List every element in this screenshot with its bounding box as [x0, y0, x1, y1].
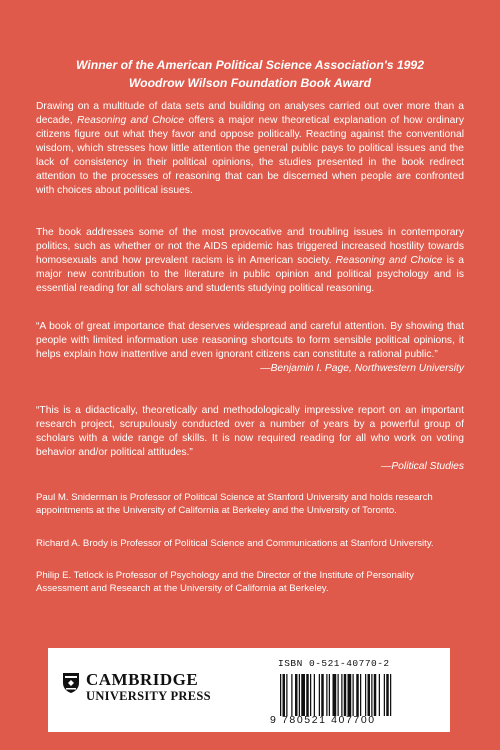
barcode-bar: [344, 674, 347, 716]
barcode: [280, 674, 440, 716]
publisher-subname: UNIVERSITY PRESS: [86, 689, 211, 703]
barcode-bar: [319, 674, 320, 716]
barcode-bar: [371, 674, 372, 716]
review-quote-1: [36, 320, 464, 376]
book-title: Reasoning and Choice: [76, 115, 185, 126]
barcode-bar: [306, 674, 309, 716]
barcode-bar: [329, 674, 330, 716]
quote-text: “A book of great importance that deserves widespread and careful attention. By showing that people with limited information use reasoning shortcuts to form sensible political opinions, it helps explain how inattentive and even ignorant citizens can constitute a rational public.”: [36, 321, 464, 360]
description-text: The book addresses some of the most provocative and troubling issues in contemporary politics, such as whether or not the AIDS epidemic has triggered increased hostility towards homosexuals and how prevalent racism is in American society.: [36, 227, 464, 266]
barcode-bar: [299, 674, 300, 716]
award-line-2: Woodrow Wilson Foundation Book Award: [128, 76, 372, 90]
barcode-bar: [286, 674, 287, 716]
author-bio-2: Richard A. Brody is Professor of Political Science and Communications at Stanford University.: [36, 538, 434, 549]
barcode-bar: [301, 674, 305, 716]
review-quote-2: [36, 404, 464, 474]
author-bio-1: Paul M. Sniderman is Professor of Political Science at Stanford University and holds research appointments at the University of California at Berkeley and the University of Toronto.: [36, 492, 433, 516]
barcode-bar: [386, 674, 389, 716]
quote-source: —Political Studies: [381, 461, 464, 472]
barcode-bar: [326, 674, 327, 716]
isbn-label: ISBN 0-521-40770-2: [278, 658, 390, 669]
barcode-bar: [379, 674, 380, 716]
description-text: Drawing on a multitude of data sets and building on analyses carried out over more than a decade,: [36, 101, 464, 126]
description-text: offers a major new theoretical explanation of how ordinary citizens figure out what they favor and oppose politically. Reacting against the conventional wisdom, which stresses how little attention the general public pays to political issues and the lack of consistency in their political opinions, the studies presented in the book redirect attention to the processes of reasoning that can be discerned when people are confronted with choices about political issues.: [36, 115, 464, 196]
barcode-bar: [333, 674, 337, 716]
description-paragraph-1: [36, 100, 464, 198]
barcode-bar: [295, 674, 298, 716]
barcode-bar: [360, 674, 361, 716]
barcode-bar: [384, 674, 385, 716]
description-text: is a major new contribution to the literature in public opinion and political psychology and is essential reading for all scholars and students studying political reasoning.: [36, 255, 465, 294]
book-title: Reasoning and Choice: [335, 255, 443, 266]
cambridge-shield-icon: [62, 672, 80, 694]
barcode-bar: [374, 674, 377, 716]
award-heading: [36, 56, 464, 92]
author-bio-3: Philip E. Tetlock is Professor of Psychology and the Director of the Institute of Personality Assessment and Research at the University of California at Berkeley.: [36, 570, 414, 594]
barcode-digits: 9 780521 407700: [270, 714, 376, 726]
publisher-name: CAMBRIDGE: [86, 670, 199, 689]
barcode-bar: [283, 674, 286, 716]
barcode-bar: [314, 674, 315, 716]
barcode-bar: [353, 674, 354, 716]
award-line-1: Winner of the American Political Science Association's 1992: [76, 58, 424, 72]
barcode-bar: [280, 674, 281, 716]
barcode-bar: [368, 674, 371, 716]
quote-text: “This is a didactically, theoretically and methodologically impressive report on an important research project, scrupulously conducted over a number of years by a powerful group of scholars with a wide range of skills. It is now required reading for all who work on voting behavior and/or political attitudes.”: [36, 405, 464, 458]
barcode-bar: [338, 674, 339, 716]
barcode-bar: [291, 674, 292, 716]
barcode-bar: [310, 674, 311, 716]
barcode-bar: [321, 674, 324, 716]
barcode-bar: [365, 674, 366, 716]
publisher-barcode-panel: [48, 648, 450, 732]
barcode-bar: [356, 674, 359, 716]
quote-source: —Benjamin I. Page, Northwestern University: [260, 363, 464, 374]
barcode-bar: [348, 674, 352, 716]
barcode-bar: [390, 674, 391, 716]
barcode-bar: [341, 674, 342, 716]
description-paragraph-2: [36, 226, 464, 296]
